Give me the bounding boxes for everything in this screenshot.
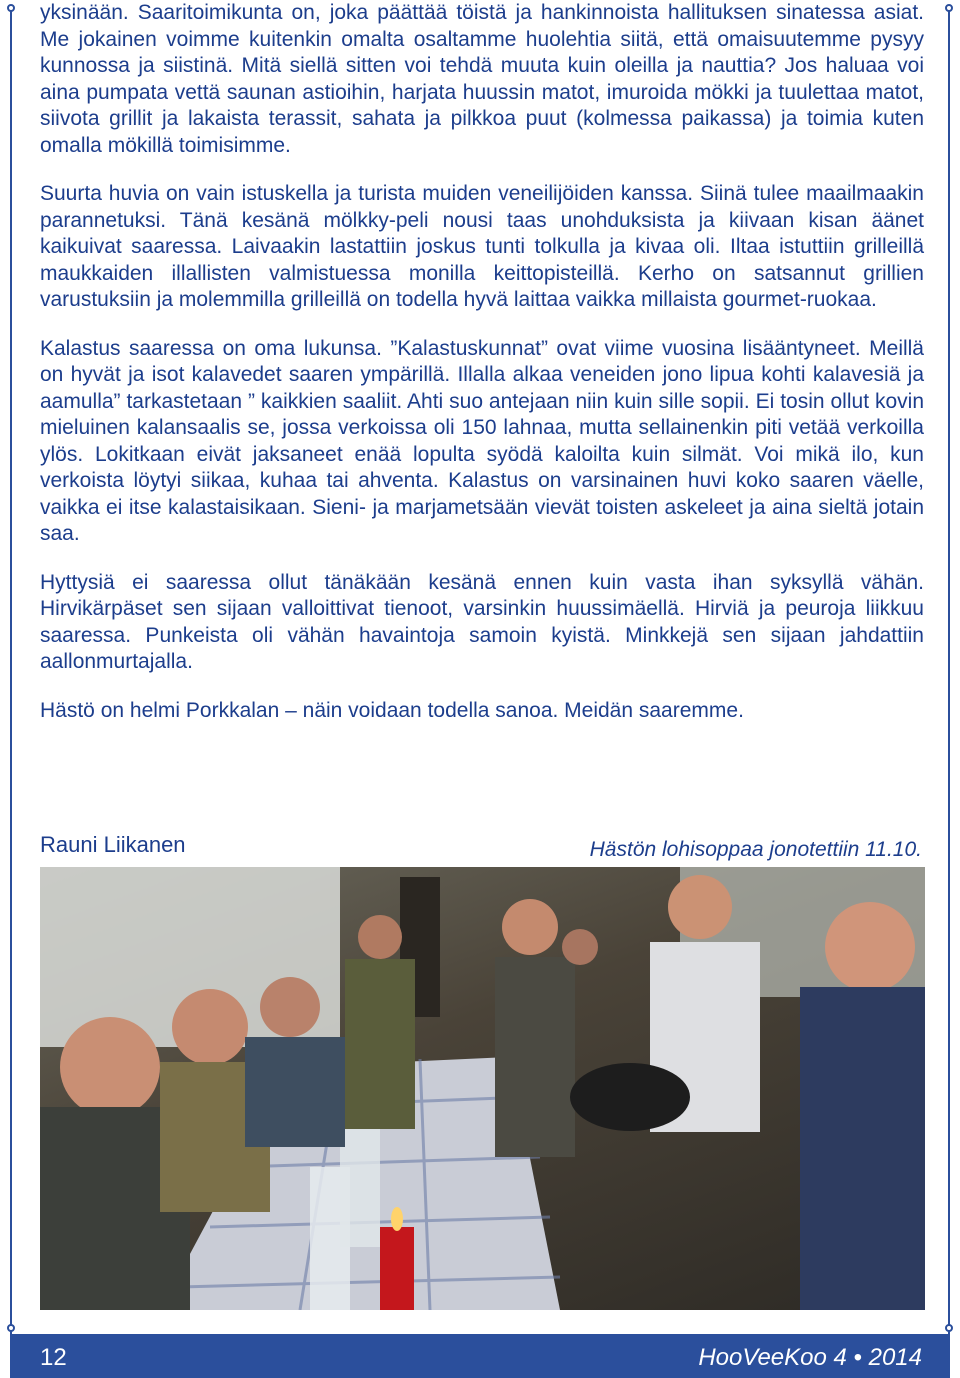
photo-illustration [40,867,925,1310]
rule-ring-top-left [7,4,15,12]
right-margin-rule [948,10,950,1344]
signature-row [40,832,924,866]
paragraph-4: Hyttysiä ei saaressa ollut tänäkään kesänä ennen kuin vasta ihan syksyllä vähän. Hirvikärpäset sen sijaan valloittivat tienoot, varsinkin huussimäellä. Hirviä ja peuroja liikkuu saaressa. Punkeista oli vähän havaintoja samoin kyistä. Minkkejä sen sijaan jahdattiin aallonmurtajalla. [40,570,924,673]
page-number: 12 [40,1344,67,1371]
author-name: Rauni Liikanen [40,832,186,857]
rule-ring-bottom-left [7,1324,15,1332]
paragraph-2: Suurta huvia on vain istuskella ja turista muiden veneilijöiden kanssa. Siinä tulee maailmaakin parannetuksi. Tänä kesänä mölkky-peli nousi taas unohduksista ja kiivaan kisan äänet kaikuivat saaressa. Laivaakin lastattiin joskus tunti tolkulla ja kivaa oli. Iltaa istuttiin grilleillä maukkaiden illallisten valmistuessa monilla keittopisteillä. Kerho on satsannut grillien varustuksiin ja molemmilla grilleillä on todella hyvä laittaa vaikka millaista gourmet-ruokaa. [40,182,924,311]
rule-ring-top-right [945,4,953,12]
page-footer [10,1334,950,1378]
left-margin-rule [10,10,12,1344]
magazine-issue: HooVeeKoo 4 • 2014 [698,1344,922,1371]
rule-ring-bottom-right [945,1324,953,1332]
article-body [40,0,924,724]
paragraph-3: Kalastus saaressa on oma lukunsa. ”Kalastuskunnat” ovat viime vuosina lisääntyneet. Meillä on hyvät ja isot kalavedet saaren ympärillä. Illalla alkaa veneiden jono lipua kohti kalavesiä ja aamulla” tarkastetaan ” kaikkien saaliit. Ahti suo antejaan niin kuin sille sopii. Ei tosin ollut kovin mieluinen kalansaalis se, jossa verkoissa oli 150 lahnaa, mutta sellainenkin piti vetää verkoilla ylös. Lokitkaan eivät jaksaneet enää lopulta syödä kaloilta kuin silmät. Voi mikä ilo, kun verkoista löytyi siikaa, kuhaa tai ahventa. Kalastus on varsinainen huvi koko saaren väelle, vaikka ei itse kalastaisikaan. Sieni- ja marjametsään vievät toisten askeleet ja aina sieltä jotain saa. [40,336,924,545]
article-photo [40,867,925,1310]
paragraph-1: yksinään. Saaritoimikunta on, joka päättää töistä ja hankinnoista hallituksen sinatessa asiat. Me jokainen voimme kuitenkin omalta osaltamme huolehtia siitä, että omaisuutemme pysyy kunnossa ja siistinä. Mitä siellä sitten voi tehdä muuta kuin oleilla ja nauttia? Jos haluaa voi aina pumpata vettä saunan astioihin, harjata huussin matot, imuroida mökki ja tuulettaa matot, siivota grillit ja lakaista terassit, sahata ja pilkkoa puut (kolmessa paikassa) ja toimia kuten omalla mökillä toimisimme. [40,1,924,157]
paragraph-5: Hästö on helmi Porkkalan – näin voidaan todella sanoa. Meidän saaremme. [40,698,744,722]
photo-caption: Hästön lohisoppaa jonotettiin 11.10. [589,838,922,861]
